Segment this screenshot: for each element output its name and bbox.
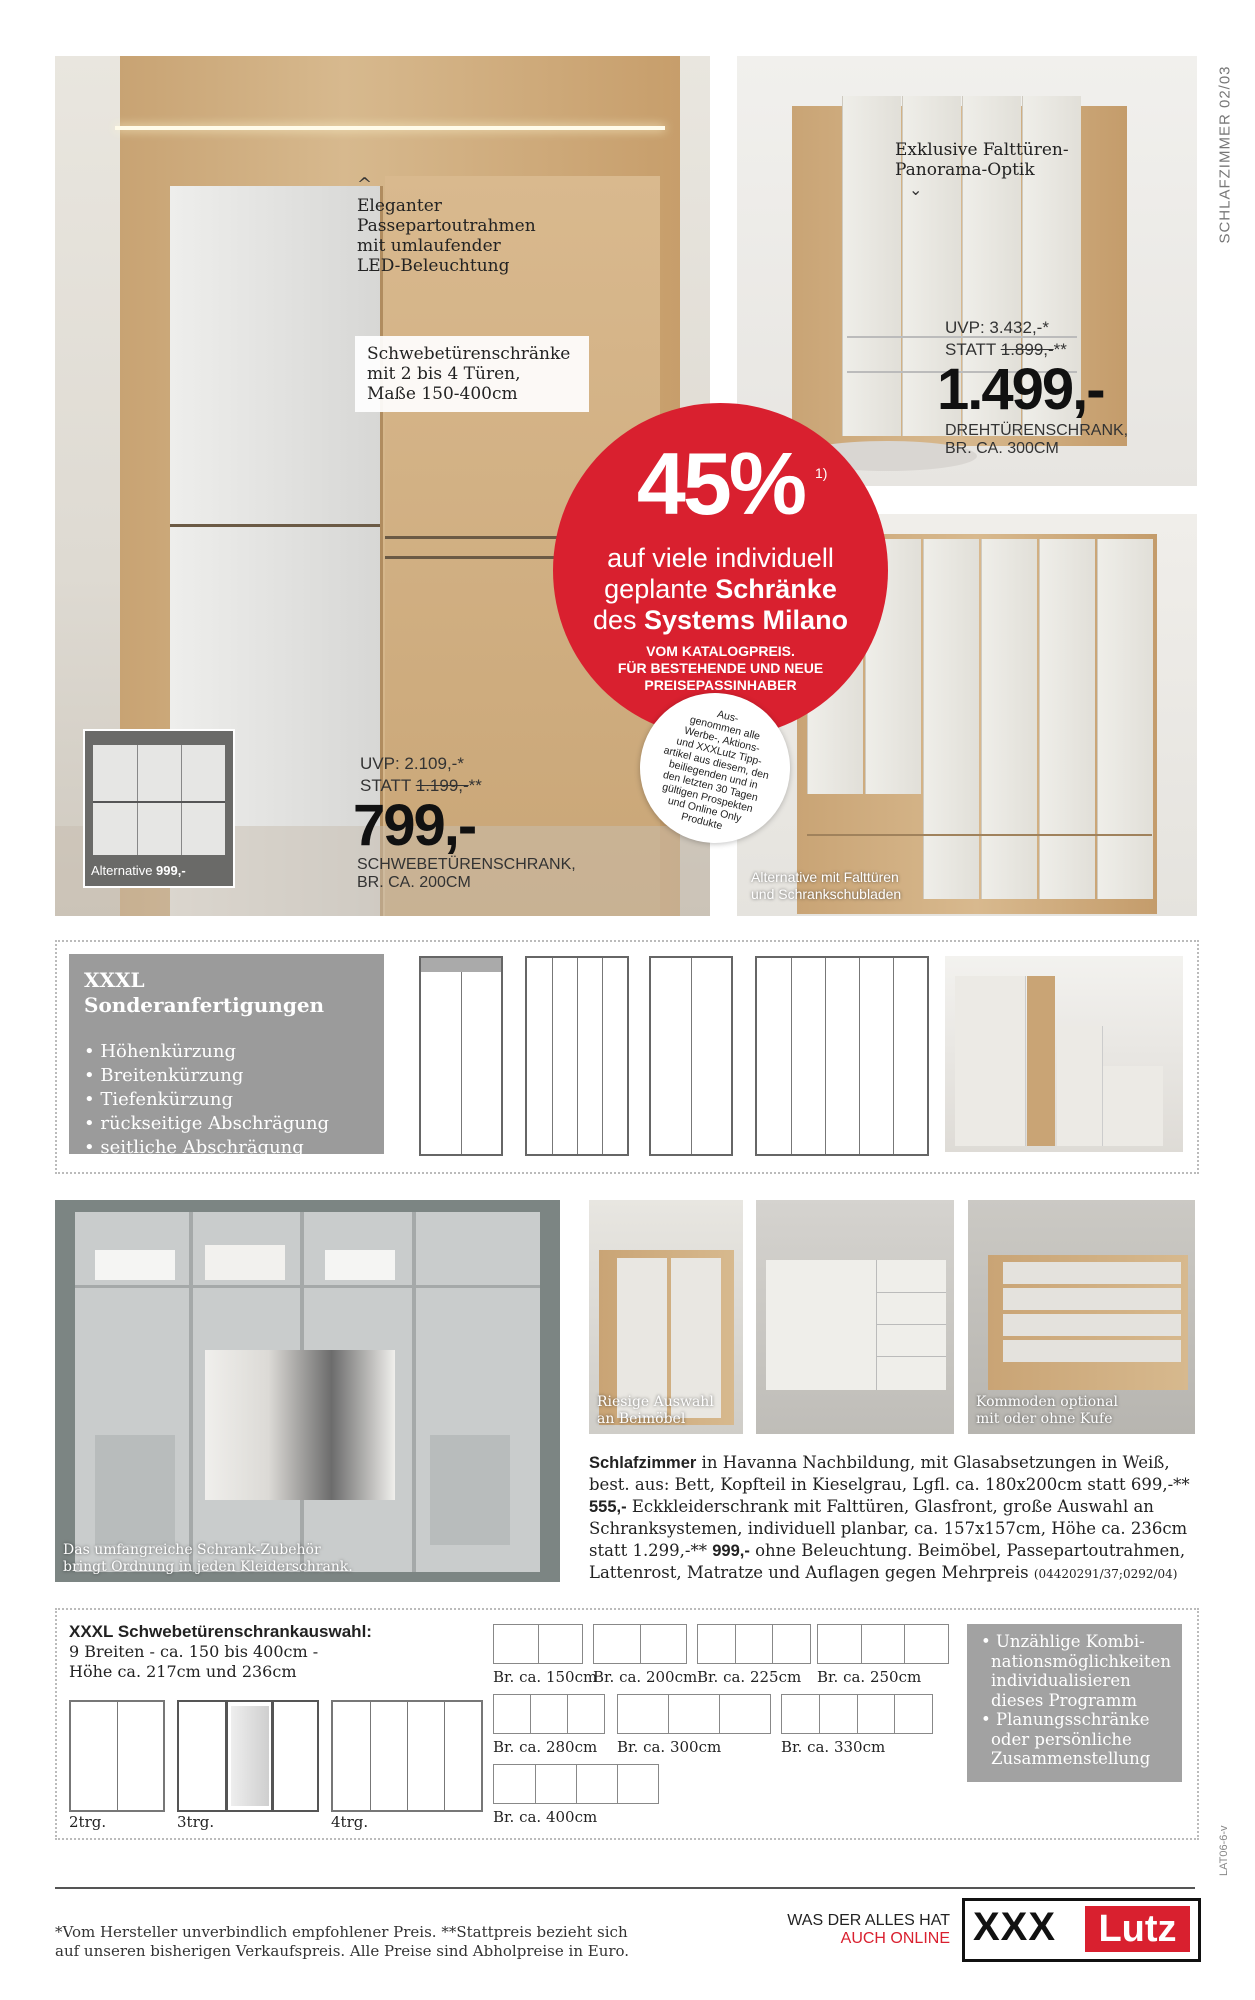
side-furniture-caption: Riesige Auswahl an Beimöbel — [597, 1394, 714, 1427]
closet-caption: Das umfangreiche Schrank-Zubehör bringt Ordnung in jeden Kleiderschrank. — [63, 1542, 353, 1575]
width-label: Br. ca. 250cm — [817, 1668, 922, 1686]
price-disclaimer: *Vom Hersteller unverbindlich empfohlener Preis. **Stattpreis bezieht sich auf unseren bisherigen Verkaufspreis. Alle Preise sind Abholpreise in Euro. — [55, 1923, 630, 1960]
dresser-photo — [968, 1200, 1195, 1434]
dresser-caption: Kommoden optional mit oder ohne Kufe — [976, 1394, 1118, 1427]
width-label: Br. ca. 400cm — [493, 1808, 598, 1826]
side-furniture-photo — [589, 1200, 743, 1434]
width-label: Br. ca. 300cm — [617, 1738, 722, 1756]
wardrobe-3door-sketch — [177, 1700, 319, 1812]
description-title: Schlafzimmer — [589, 1454, 697, 1472]
slogan-line: WAS DER ALLES HAT — [787, 1912, 950, 1929]
wardrobe-sketch — [649, 956, 733, 1156]
selection-subtitle: 9 Breiten - ca. 150 bis 400cm - Höhe ca. 217cm und 236cm — [69, 1642, 319, 1681]
list-item: • Höhenkürzung — [84, 1040, 329, 1064]
discount-text: auf viele individuell geplante Schränke des Systems Milano — [592, 543, 849, 635]
width-label: Br. ca. 200cm — [593, 1668, 698, 1686]
discount-footnote: 1) — [815, 465, 828, 481]
product-name: DREHTÜRENSCHRANK, — [945, 422, 1129, 439]
sale-price: 1.499,- — [937, 357, 1104, 422]
width-sketch — [617, 1694, 771, 1734]
xxxlutz-logo[interactable]: XXX Lutz — [962, 1898, 1201, 1962]
bedroom-description: Schlafzimmer in Havanna Nachbildung, mit Glasabsetzungen in Weiß, best. aus: Bett, Kopfteil in Kieselgrau, Lgfl. ca. 180x200cm statt 699,-** 555,- Eckkleiderschrank mit Falttüren, Glasfront, große Auswahl an Schranksystemen, individuell planbar, ca. 157x157cm, Höhe ca. 236cm statt 1.299,-** 999,- ohne Beleuchtung. Beimöbel, Passepartoutrahmen, Lattenrost, Matratze und Auflagen gegen Mehrpreis (04420291/37;0292/04) — [589, 1453, 1190, 1582]
section-label — [1215, 56, 1235, 256]
frame-note: Eleganter Passepartoutrahmen mit umlaufender LED-Beleuchtung — [357, 196, 536, 276]
type-label: 4trg. — [331, 1813, 369, 1831]
width-sketch — [493, 1764, 659, 1804]
width-label: Br. ca. 150cm — [493, 1668, 598, 1686]
type-label: 3trg. — [177, 1813, 215, 1831]
type-label: 2trg. — [69, 1813, 107, 1831]
width-label: Br. ca. 330cm — [781, 1738, 886, 1756]
list-item: • Tiefenkürzung — [84, 1088, 329, 1112]
slogan-line-online: AUCH ONLINE — [840, 1930, 950, 1947]
wardrobe-sketch — [525, 956, 629, 1156]
product-name: SCHWEBETÜRENSCHRANK, — [357, 856, 576, 873]
wardrobe-interior-photo — [55, 1200, 560, 1582]
wardrobe-4door-sketch — [331, 1700, 483, 1812]
chevron-up-icon: ^ — [357, 174, 373, 195]
width-sketch — [781, 1694, 933, 1734]
product-width: BR. CA. 200CM — [357, 874, 471, 891]
panorama-note: Exklusive Falttüren- Panorama-Optik — [895, 140, 1069, 180]
list-item: • Breitenkürzung — [84, 1064, 329, 1088]
selection-title: XXXL Schwebetürenschrankauswahl: — [69, 1622, 372, 1641]
sideboard-photo — [756, 1200, 954, 1434]
alternative-caption: Alternative mit Falttüren und Schrankschubladen — [751, 869, 902, 902]
width-sketch — [817, 1624, 949, 1664]
footer-divider — [55, 1887, 1195, 1889]
sale-price: 799,- — [353, 793, 476, 858]
width-label: Br. ca. 280cm — [493, 1738, 598, 1756]
custom-options-panel — [69, 954, 384, 1158]
statt-price: STATT 1.899,-** — [945, 340, 1067, 359]
statt-price: STATT 1.199,-** — [360, 776, 482, 795]
discount-percent: 45% — [636, 434, 805, 533]
width-sketch — [493, 1694, 605, 1734]
uvp-price: UVP: 2.109,-* — [360, 754, 464, 773]
slogan — [775, 1912, 950, 1948]
list-item: • Unzählige Kombi-nationsmöglichkeiten individualisieren dieses Programm — [981, 1632, 1172, 1710]
custom-options-list — [84, 1040, 329, 1160]
wardrobe-selection-section — [55, 1608, 1199, 1840]
width-sketch — [493, 1624, 583, 1664]
uvp-price: UVP: 3.432,-* — [945, 318, 1049, 337]
wardrobe-sketch — [755, 956, 929, 1156]
wardrobe-sketch — [419, 956, 503, 1156]
wardrobe-2door-sketch — [69, 1700, 165, 1812]
chevron-down-icon: ⌄ — [909, 180, 923, 199]
sizes-note: Schwebetürenschränke mit 2 bis 4 Türen, Maße 150-400cm — [355, 336, 589, 412]
discount-badge — [553, 403, 888, 738]
list-item: • rückseitige Abschrägung — [84, 1112, 329, 1136]
section-label-text: SCHLAFZIMMER 02/03 — [1216, 65, 1234, 244]
alternative-thumbnail — [83, 729, 235, 888]
alternative-caption: Alternative 999,- — [91, 863, 186, 878]
led-strip — [115, 126, 665, 130]
discount-subtext: VOM KATALOGPREIS. FÜR BESTEHENDE UND NEUE PREISEPASSINHABER — [617, 643, 824, 693]
print-code: LAT06-6-v — [1218, 1825, 1230, 1876]
corner-wardrobe-price: 999,- — [712, 1542, 750, 1560]
custom-options-title: XXXL Sonderanfertigungen — [84, 968, 325, 1017]
revolving-door-wardrobe-photo — [737, 56, 1197, 486]
article-code: (04420291/37;0292/04) — [1033, 1567, 1178, 1581]
custom-options-section — [55, 940, 1199, 1174]
width-label: Br. ca. 225cm — [697, 1668, 802, 1686]
product-width: BR. CA. 300CM — [945, 440, 1059, 457]
width-sketch — [697, 1624, 811, 1664]
selection-info-panel — [967, 1624, 1182, 1782]
bed-price: 555,- — [589, 1498, 627, 1516]
list-item: • Planungsschränke oder persönliche Zusammenstellung — [981, 1710, 1172, 1769]
list-item: • seitliche Abschrägung — [84, 1136, 329, 1160]
exclusion-text: Aus- genommen alle Werbe-, Aktions- und XXXLutz Tipp- artikel aus diesem, den beiliegenden und in den letzten 30 Tagen gültigen Prospekten und Online Only Produkte — [661, 708, 771, 833]
width-sketch — [593, 1624, 687, 1664]
attic-wardrobe-photo — [945, 956, 1183, 1152]
